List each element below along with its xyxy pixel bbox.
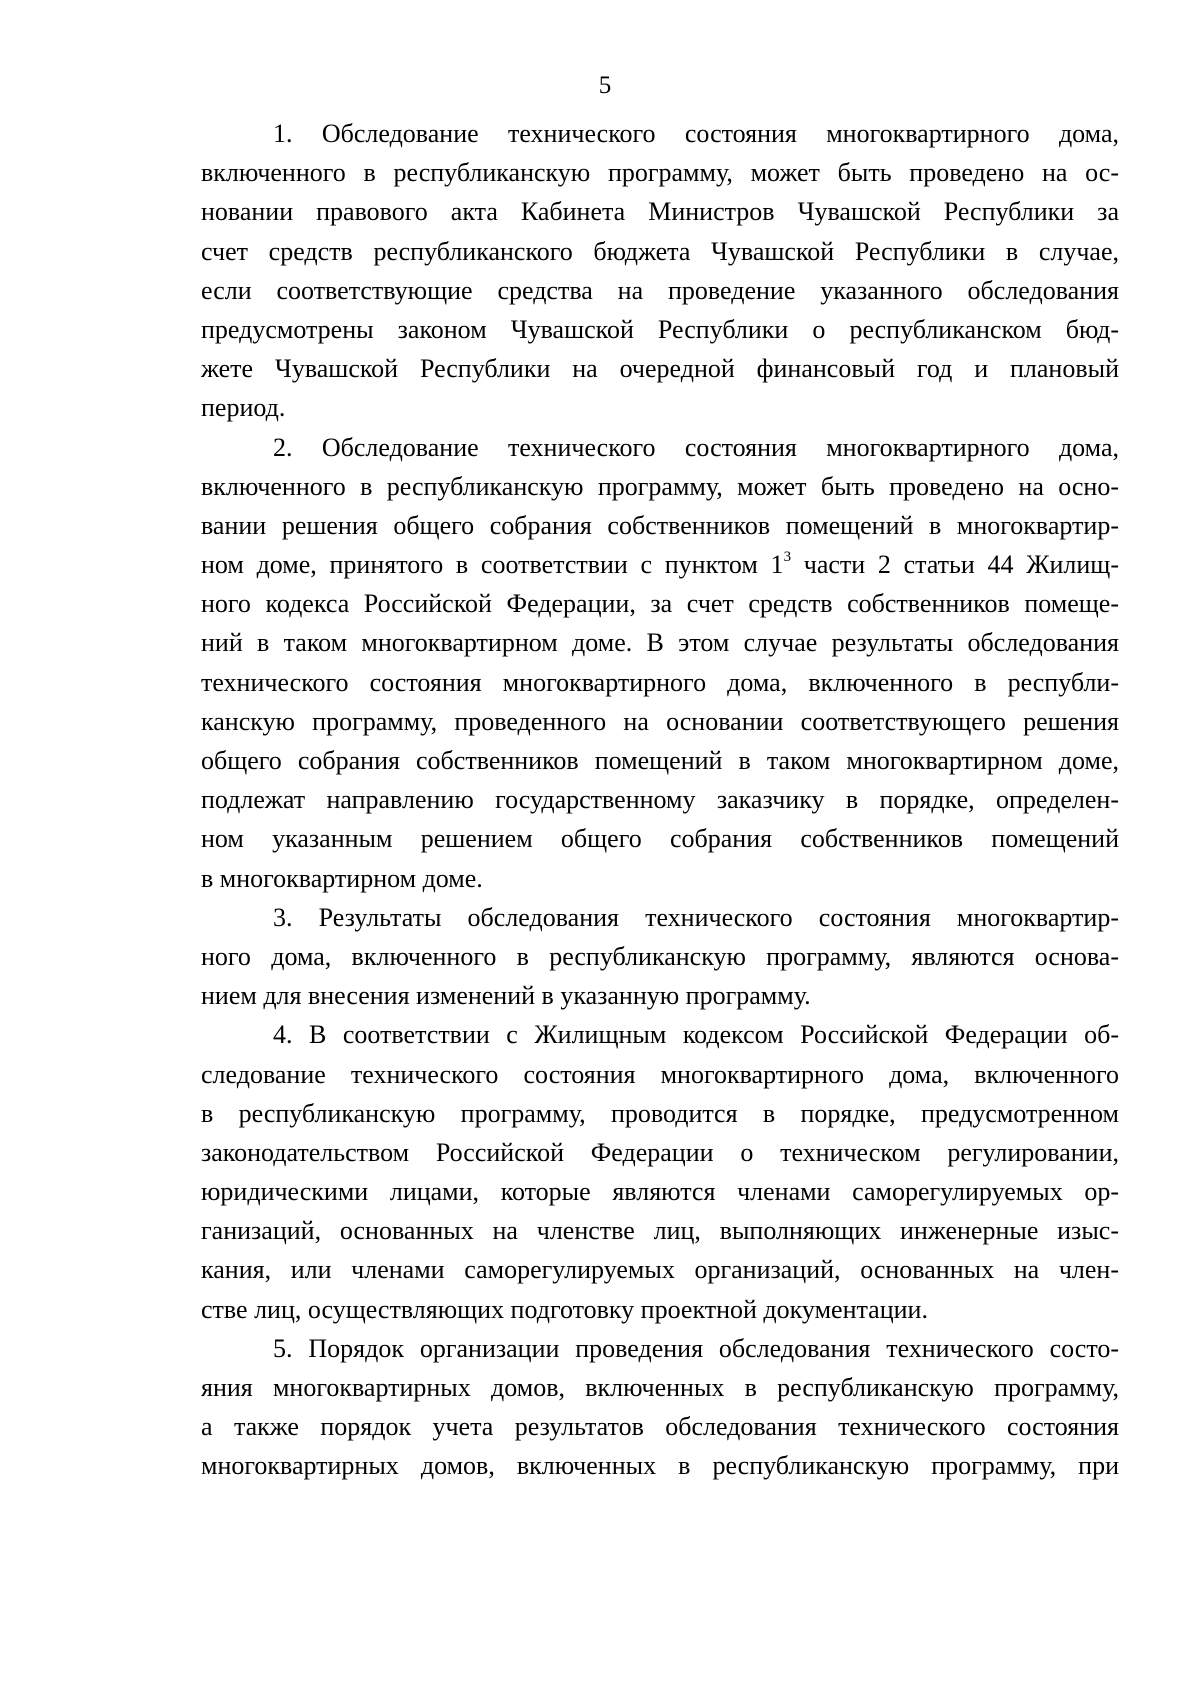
text-line: 1. Обследование технического состояния многоквартирного дома, xyxy=(273,119,1119,148)
text-line: в многоквартирном доме. xyxy=(201,863,483,893)
text-segment: части 2 статьи 44 Жилищ- xyxy=(791,550,1119,580)
text-line: стве лиц, осуществляющих подготовку проектной документации. xyxy=(201,1294,928,1324)
text-line: ганизаций, основанных на членстве лиц, выполняющих инженерные изыс- xyxy=(201,1216,1119,1246)
paragraph-2 xyxy=(201,428,1119,898)
text-line: юридическими лицами, которые являются членами саморегулируемых ор- xyxy=(201,1177,1119,1207)
paragraph-1 xyxy=(201,114,1119,428)
text-line: ного кодекса Российской Федерации, за счет средств собственников помеще- xyxy=(201,589,1119,619)
text-line: ном указанным решением общего собрания собственников помещений xyxy=(201,824,1119,854)
text-line: жете Чувашской Республики на очередной финансовый год и плановый xyxy=(201,354,1119,384)
text-line: включенного в республиканскую программу, может быть проведено на ос- xyxy=(201,158,1119,188)
text-line: если соответствующие средства на проведение указанного обследования xyxy=(201,275,1119,305)
text-line: общего собрания собственников помещений в таком многоквартирном доме, xyxy=(201,746,1119,775)
paragraph-4 xyxy=(201,1015,1119,1329)
paragraph-3 xyxy=(201,898,1119,1016)
text-line: нием для внесения изменений в указанную программу. xyxy=(201,981,811,1011)
text-line: технического состояния многоквартирного дома, включенного в республи- xyxy=(201,667,1119,697)
page-number: 5 xyxy=(598,72,612,99)
text-line: период. xyxy=(201,393,286,423)
text-line: следование технического состояния многоквартирного дома, включенного xyxy=(201,1059,1119,1089)
text-line: 3. Результаты обследования технического состояния многоквартир- xyxy=(273,902,1119,932)
text-line-with-superscript xyxy=(201,545,1119,584)
text-line: в республиканскую программу, проводится в порядке, предусмотренном xyxy=(201,1098,1119,1128)
text-line: а также порядок учета результатов обследования технического состояния xyxy=(201,1412,1119,1442)
text-line: ного дома, включенного в республиканскую программу, являются основа- xyxy=(201,941,1119,971)
text-line: 2. Обследование технического состояния многоквартирного дома, xyxy=(273,432,1119,462)
text-line: канскую программу, проведенного на основании соответствующего решения xyxy=(201,706,1119,736)
text-line: вании решения общего собрания собственников помещений в многоквартир- xyxy=(201,510,1119,540)
text-line: счет средств республиканского бюджета Чувашской Республики в случае, xyxy=(201,236,1119,266)
text-line: законодательством Российской Федерации о техническом регулировании, xyxy=(201,1137,1119,1167)
paragraph-5 xyxy=(201,1329,1119,1486)
text-line: кания, или членами саморегулируемых организаций, основанных на член- xyxy=(201,1255,1119,1285)
superscript: 3 xyxy=(783,549,792,566)
text-line: многоквартирных домов, включенных в республиканскую программу, при xyxy=(201,1451,1119,1481)
text-line: 5. Порядок организации проведения обследования технического состо- xyxy=(273,1333,1119,1363)
document-body xyxy=(201,114,1119,1486)
text-line: предусмотрены законом Чувашской Республики о республиканском бюд- xyxy=(201,314,1119,344)
text-line: яния многоквартирных домов, включенных в республиканскую программу, xyxy=(201,1373,1119,1402)
text-line: включенного в республиканскую программу, может быть проведено на осно- xyxy=(201,471,1119,501)
text-line: 4. В соответствии с Жилищным кодексом Российской Федерации об- xyxy=(273,1020,1119,1050)
text-line: ний в таком многоквартирном доме. В этом случае результаты обследования xyxy=(201,628,1119,658)
text-line: новании правового акта Кабинета Министров Чувашской Республики за xyxy=(201,197,1119,227)
text-segment: ном доме, принятого в соответствии с пунктом 1 xyxy=(201,550,784,580)
text-line: подлежат направлению государственному заказчику в порядке, определен- xyxy=(201,785,1119,815)
